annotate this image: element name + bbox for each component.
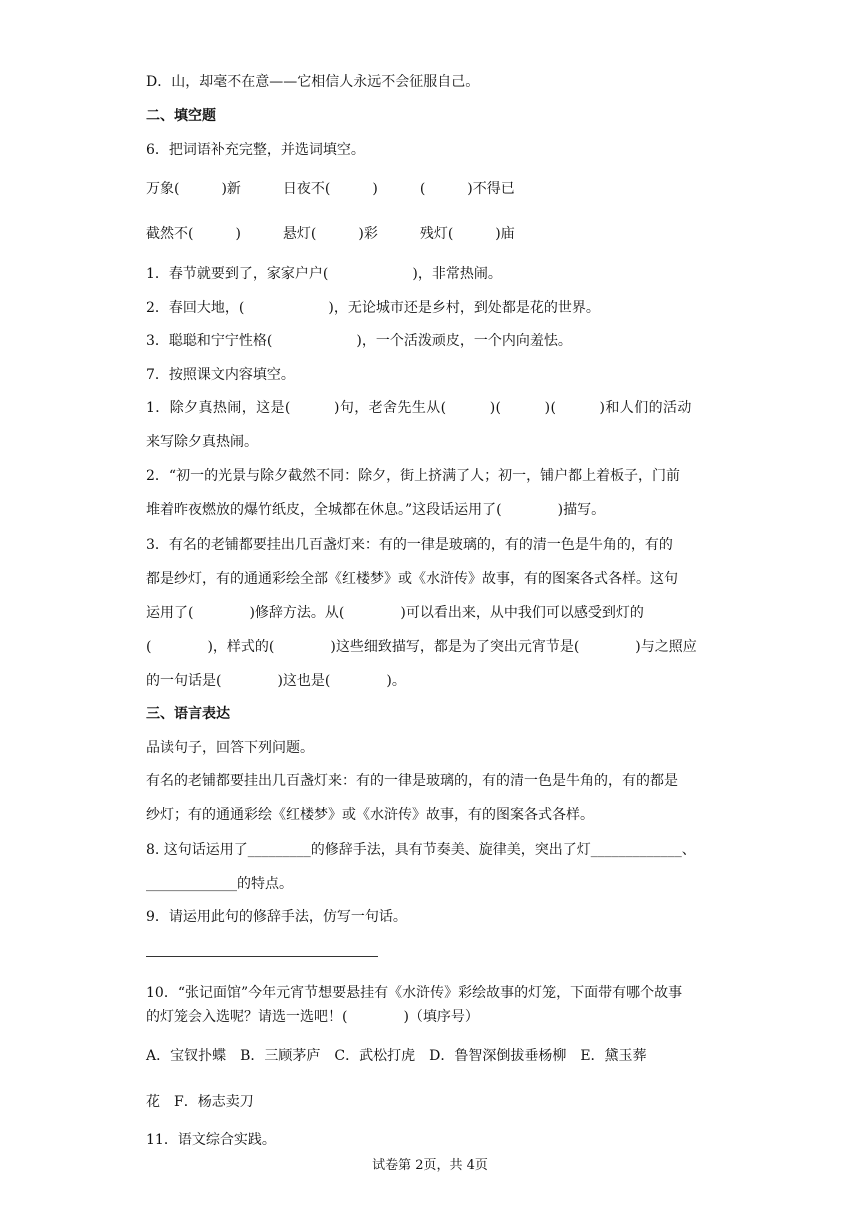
question-10-options-line-2: 花 F．杨志卖刀	[146, 1094, 254, 1110]
q7-item-3-line-3: 运用了( )修辞方法。从( )可以看出来，从中我们可以感受到灯的	[146, 605, 644, 621]
question-10-line-1: 10．“张记面馆”今年元宵节想要悬挂有《水浒传》彩绘故事的灯笼，下面带有哪个故事	[146, 985, 683, 1001]
q6-word-row-2: 截然不( ) 悬灯( )彩 残灯( )庙	[146, 226, 515, 242]
q6-item-1: 1．春节就要到了，家家户户( )，非常热闹。	[146, 266, 502, 282]
question-8-line-1: 8. 这句话运用了_________的修辞手法，具有节奏美、旋律美，突出了灯_____________、	[146, 842, 696, 858]
q6-word-row-1: 万象( )新 日夜不( ) ( )不得已	[146, 181, 515, 197]
question-11: 11．语文综合实践。	[146, 1132, 276, 1148]
question-10-options-line-1: A．宝钗扑蝶 B．三顾茅庐 C．武松打虎 D．鲁智深倒拔垂杨柳 E．黛玉葬	[146, 1048, 647, 1064]
reading-passage-line-1: 有名的老铺都要挂出几百盏灯来：有的一律是玻璃的，有的清一色是牛角的，有的都是	[146, 773, 678, 789]
reading-passage-line-2: 纱灯；有的通通彩绘《红楼梦》或《水浒传》故事，有的图案各式各样。	[146, 807, 594, 823]
q7-item-3-line-4: ( )，样式的( )这些细致描写，都是为了突出元宵节是( )与之照应	[146, 639, 697, 655]
q7-item-1-line-1: 1．除夕真热闹，这是( )句，老舍先生从( )( )( )和人们的活动	[146, 400, 692, 416]
line-option-d: D．山，却毫不在意——它相信人永远不会征服自己。	[146, 74, 480, 90]
section-heading-language-expression: 三、语言表达	[146, 706, 230, 722]
section-heading-fill-blank: 二、填空题	[146, 108, 216, 124]
question-8-line-2: _____________的特点。	[146, 876, 293, 892]
q7-item-3-line-1: 3．有名的老铺都要挂出几百盏灯来：有的一律是玻璃的，有的清一色是牛角的，有的	[146, 537, 673, 553]
reading-instruction: 品读句子，回答下列问题。	[146, 740, 314, 756]
question-9: 9．请运用此句的修辞手法，仿写一句话。	[146, 909, 407, 925]
q7-item-3-line-2: 都是纱灯，有的通通彩绘全部《红楼梦》或《水浒传》故事，有的图案各式各样。这句	[146, 571, 678, 587]
q7-item-2-line-2: 堆着昨夜燃放的爆竹纸皮，全城都在休息。”这段话运用了( )描写。	[146, 502, 606, 518]
question-10-line-2: 的灯笼会入选呢？请选一选吧！( )（填序号）	[146, 1009, 479, 1025]
q6-item-3: 3．聪聪和宁宁性格( )，一个活泼顽皮，一个内向羞怯。	[146, 333, 572, 349]
question-6-stem: 6．把词语补充完整，并选词填空。	[146, 142, 365, 158]
question-7-stem: 7．按照课文内容填空。	[146, 367, 295, 383]
page-footer: 试卷第 2页，共 4页	[372, 1158, 488, 1173]
q7-item-3-line-5: 的一句话是( )这也是( )。	[146, 673, 406, 689]
q7-item-1-line-2: 来写除夕真热闹。	[146, 434, 258, 450]
q7-item-2-line-1: 2．“初一的光景与除夕截然不同：除夕，街上挤满了人；初一，铺户都上着板子，门前	[146, 468, 681, 484]
q6-item-2: 2．春回大地，( )，无论城市还是乡村，到处都是花的世界。	[146, 300, 600, 316]
answer-underline	[146, 956, 378, 957]
